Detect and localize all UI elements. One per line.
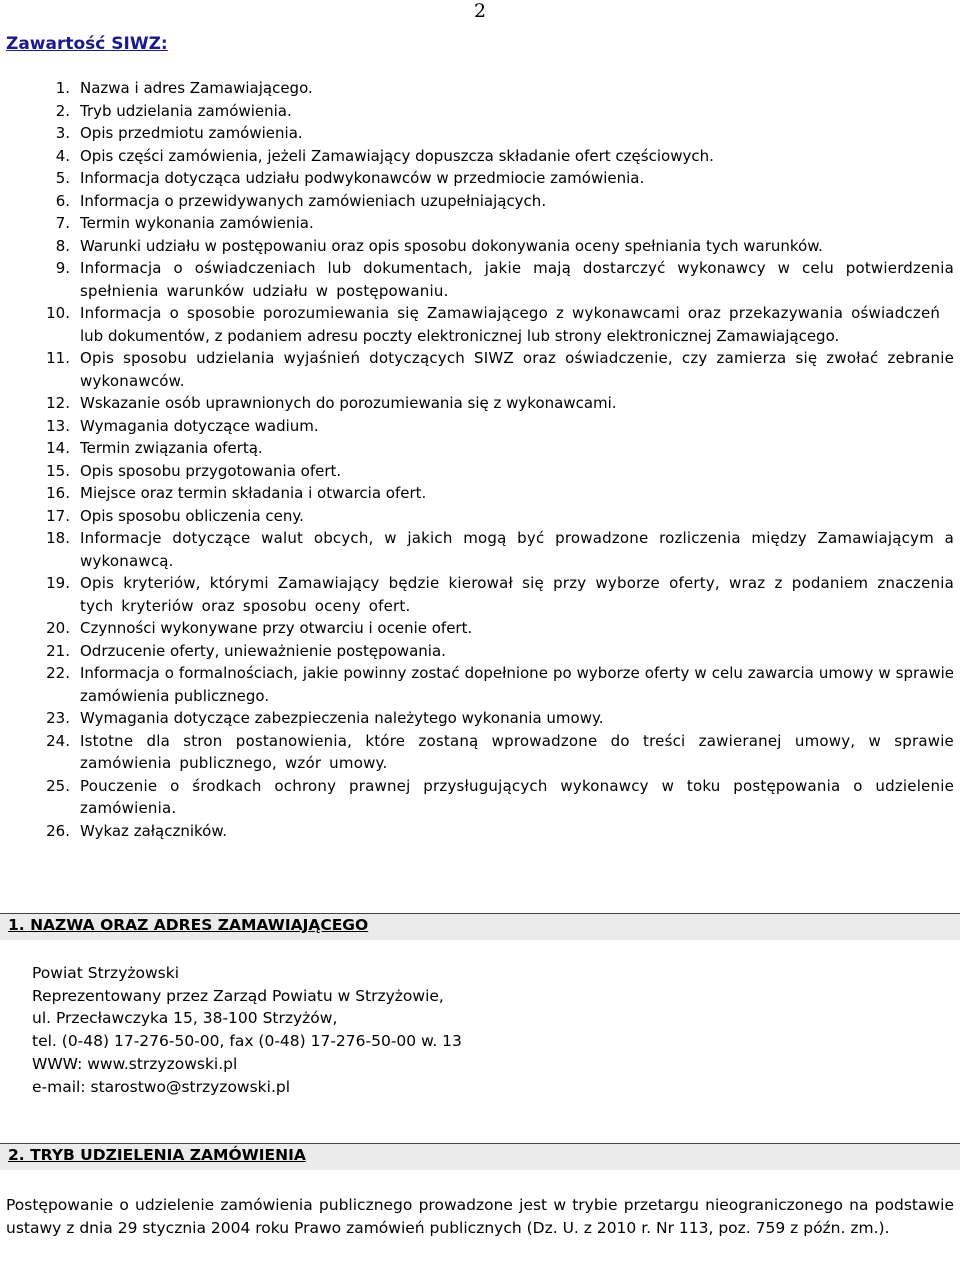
toc-item-text: Warunki udziału w postępowaniu oraz opis sposobu dokonywania oceny spełniania tych warunków.: [80, 236, 823, 255]
toc-item-number: 17.: [46, 506, 70, 525]
toc-title: Zawartość SIWZ:: [6, 34, 168, 54]
toc-item-text: Odrzucenie oferty, unieważnienie postępowania.: [80, 641, 446, 660]
toc-item: [0, 707, 954, 730]
toc-item: [0, 527, 954, 572]
toc-item-text: Opis części zamówienia, jeżeli Zamawiający dopuszcza składanie ofert częściowych.: [80, 146, 714, 165]
toc-item-number: 24.: [46, 731, 70, 750]
address-line: ul. Przecławczyka 15, 38-100 Strzyżów,: [32, 1009, 338, 1028]
toc-item-number: 11.: [46, 349, 70, 367]
toc-item: [0, 145, 954, 168]
toc-item-text: Wymagania dotyczące wadium.: [80, 416, 319, 435]
contracting-authority-address: [32, 962, 462, 1098]
section-heading-2-label: 2. TRYB UDZIELENIA ZAMÓWIENIA: [8, 1146, 306, 1164]
toc-item-text: Informacja o przewidywanych zamówieniach uzupełniających.: [80, 191, 547, 210]
toc-item-number: 9.: [55, 259, 70, 277]
toc-item-number: 1.: [55, 79, 70, 97]
toc-item-number: 6.: [55, 191, 70, 210]
toc-item: [0, 190, 954, 213]
address-line: WWW: www.strzyzowski.pl: [32, 1054, 238, 1073]
address-line: Reprezentowany przez Zarząd Powiatu w Strzyżowie,: [32, 986, 444, 1005]
toc-item-text-continuation: lub dokumentów, z podaniem adresu poczty elektronicznej lub strony elektronicznej Zamawiającego.: [80, 326, 840, 345]
toc-item-text: Wskazanie osób uprawnionych do porozumiewania się z wykonawcami.: [80, 394, 617, 412]
toc-item-text: Termin wykonania zamówienia.: [80, 214, 314, 232]
section-heading-1-label: 1. NAZWA ORAZ ADRES ZAMAWIAJĄCEGO: [8, 916, 369, 934]
toc-item-number: 19.: [46, 574, 70, 592]
toc-item: [0, 437, 954, 460]
toc-item: [0, 640, 954, 663]
toc-item-text: Informacja o oświadczeniach lub dokumentach, jakie mają dostarczyć wykonawcy w celu potwierdzenia spełnienia warunków udziału w postępowaniu.: [80, 259, 954, 300]
toc-item: [0, 482, 954, 505]
toc-item-text: Wykaz załączników.: [80, 821, 228, 840]
toc-item-number: 14.: [46, 439, 70, 457]
address-line: tel. (0-48) 17-276-50-00, fax (0-48) 17-276-50-00 w. 13: [32, 1032, 462, 1051]
toc-item-number: 8.: [55, 236, 70, 255]
toc-item: [0, 77, 954, 100]
address-line: Powiat Strzyżowski: [32, 964, 180, 982]
toc-item-number: 7.: [55, 214, 70, 232]
toc-item: [0, 167, 954, 190]
toc-item-text: Istotne dla stron postanowienia, które zostaną wprowadzone do treści zawieranej umowy, w sprawie zamówienia publicznego, wzór umowy.: [80, 731, 954, 772]
toc-item: [0, 662, 954, 707]
toc-item: [0, 347, 954, 392]
toc-item-number: 16.: [46, 484, 70, 502]
toc-item-number: 21.: [46, 641, 70, 660]
toc-item-text: Informacja dotycząca udziału podwykonawców w przedmiocie zamówienia.: [80, 169, 645, 187]
address-line: e-mail: starostwo@strzyzowski.pl: [32, 1077, 291, 1096]
toc-item-number: 25.: [46, 776, 70, 795]
toc-item-number: 22.: [46, 664, 70, 682]
toc-item-text: Opis sposobu przygotowania ofert.: [80, 461, 342, 480]
toc-item-text: Miejsce oraz termin składania i otwarcia ofert.: [80, 484, 427, 502]
toc-item: [0, 505, 954, 528]
toc-item-text: Opis sposobu obliczenia ceny.: [80, 506, 304, 525]
toc-item-number: 15.: [46, 461, 70, 480]
toc-item-number: 13.: [46, 416, 70, 435]
page-number: 2: [474, 0, 487, 22]
toc-item: [0, 100, 954, 123]
toc-item: [0, 730, 954, 775]
procedure-paragraph: Postępowanie o udzielenie zamówienia publicznego prowadzone jest w trybie przetargu nieograniczonego na podstawie ustawy z dnia 29 stycznia 2004 roku Prawo zamówień publicznych (Dz. U. z 2010 r. Nr 113, poz. 759 z późn. zm.).: [6, 1196, 954, 1237]
toc-item: [0, 617, 954, 640]
toc-item-number: 4.: [55, 146, 70, 165]
toc-item: [0, 775, 954, 820]
toc-item-text: Informacja o formalnościach, jakie powinny zostać dopełnione po wyborze oferty w celu zawarcia umowy w sprawie zamówienia publicznego.: [80, 664, 954, 705]
toc-item-text: Informacja o sposobie porozumiewania się Zamawiającego z wykonawcami oraz przekazywania oświadczeń: [80, 304, 941, 322]
toc-item-text: Czynności wykonywane przy otwarciu i ocenie ofert.: [80, 619, 473, 637]
toc-item-number: 3.: [55, 124, 70, 142]
toc-item: [0, 235, 954, 258]
toc-item-number: 5.: [55, 169, 70, 187]
toc-item: [0, 257, 954, 302]
toc-item-number: 23.: [46, 709, 70, 727]
toc-item-number: 10.: [46, 304, 70, 322]
toc-list: [0, 77, 954, 842]
toc-item: [0, 122, 954, 145]
toc-item-text: Pouczenie o środkach ochrony prawnej przysługujących wykonawcy w toku postępowania o udzielenie zamówienia.: [80, 776, 954, 817]
toc-item-text: Opis sposobu udzielania wyjaśnień dotyczących SIWZ oraz oświadczenie, czy zamierza się zwołać zebranie wykonawców.: [80, 349, 954, 390]
toc-item-text: Informacje dotyczące walut obcych, w jakich mogą być prowadzone rozliczenia między Zamawiającym a wykonawcą.: [80, 529, 954, 570]
toc-item-text: Opis przedmiotu zamówienia.: [80, 124, 303, 142]
toc-item: [0, 392, 954, 415]
toc-item-text: Wymagania dotyczące zabezpieczenia należytego wykonania umowy.: [80, 709, 604, 727]
toc-item: [0, 572, 954, 617]
toc-item-text: Nazwa i adres Zamawiającego.: [80, 79, 313, 97]
toc-item: [0, 820, 954, 843]
section-heading-1: [0, 913, 960, 940]
toc-item-text: Termin związania ofertą.: [80, 439, 263, 457]
toc-item-number: 2.: [55, 101, 70, 120]
toc-item-text: Tryb udzielania zamówienia.: [80, 101, 292, 120]
toc-item-text: Opis kryteriów, którymi Zamawiający będzie kierował się przy wyborze oferty, wraz z podaniem znaczenia tych kryteriów oraz sposobu oceny ofert.: [80, 574, 954, 615]
toc-item-number: 12.: [46, 394, 70, 412]
toc-item: [0, 415, 954, 438]
toc-item-number: 26.: [46, 821, 70, 840]
toc-item-number: 20.: [46, 619, 70, 637]
toc-item: [0, 212, 954, 235]
toc-item: [0, 302, 954, 347]
section-heading-2: [0, 1143, 960, 1170]
toc-item: [0, 460, 954, 483]
toc-item-number: 18.: [46, 529, 70, 547]
